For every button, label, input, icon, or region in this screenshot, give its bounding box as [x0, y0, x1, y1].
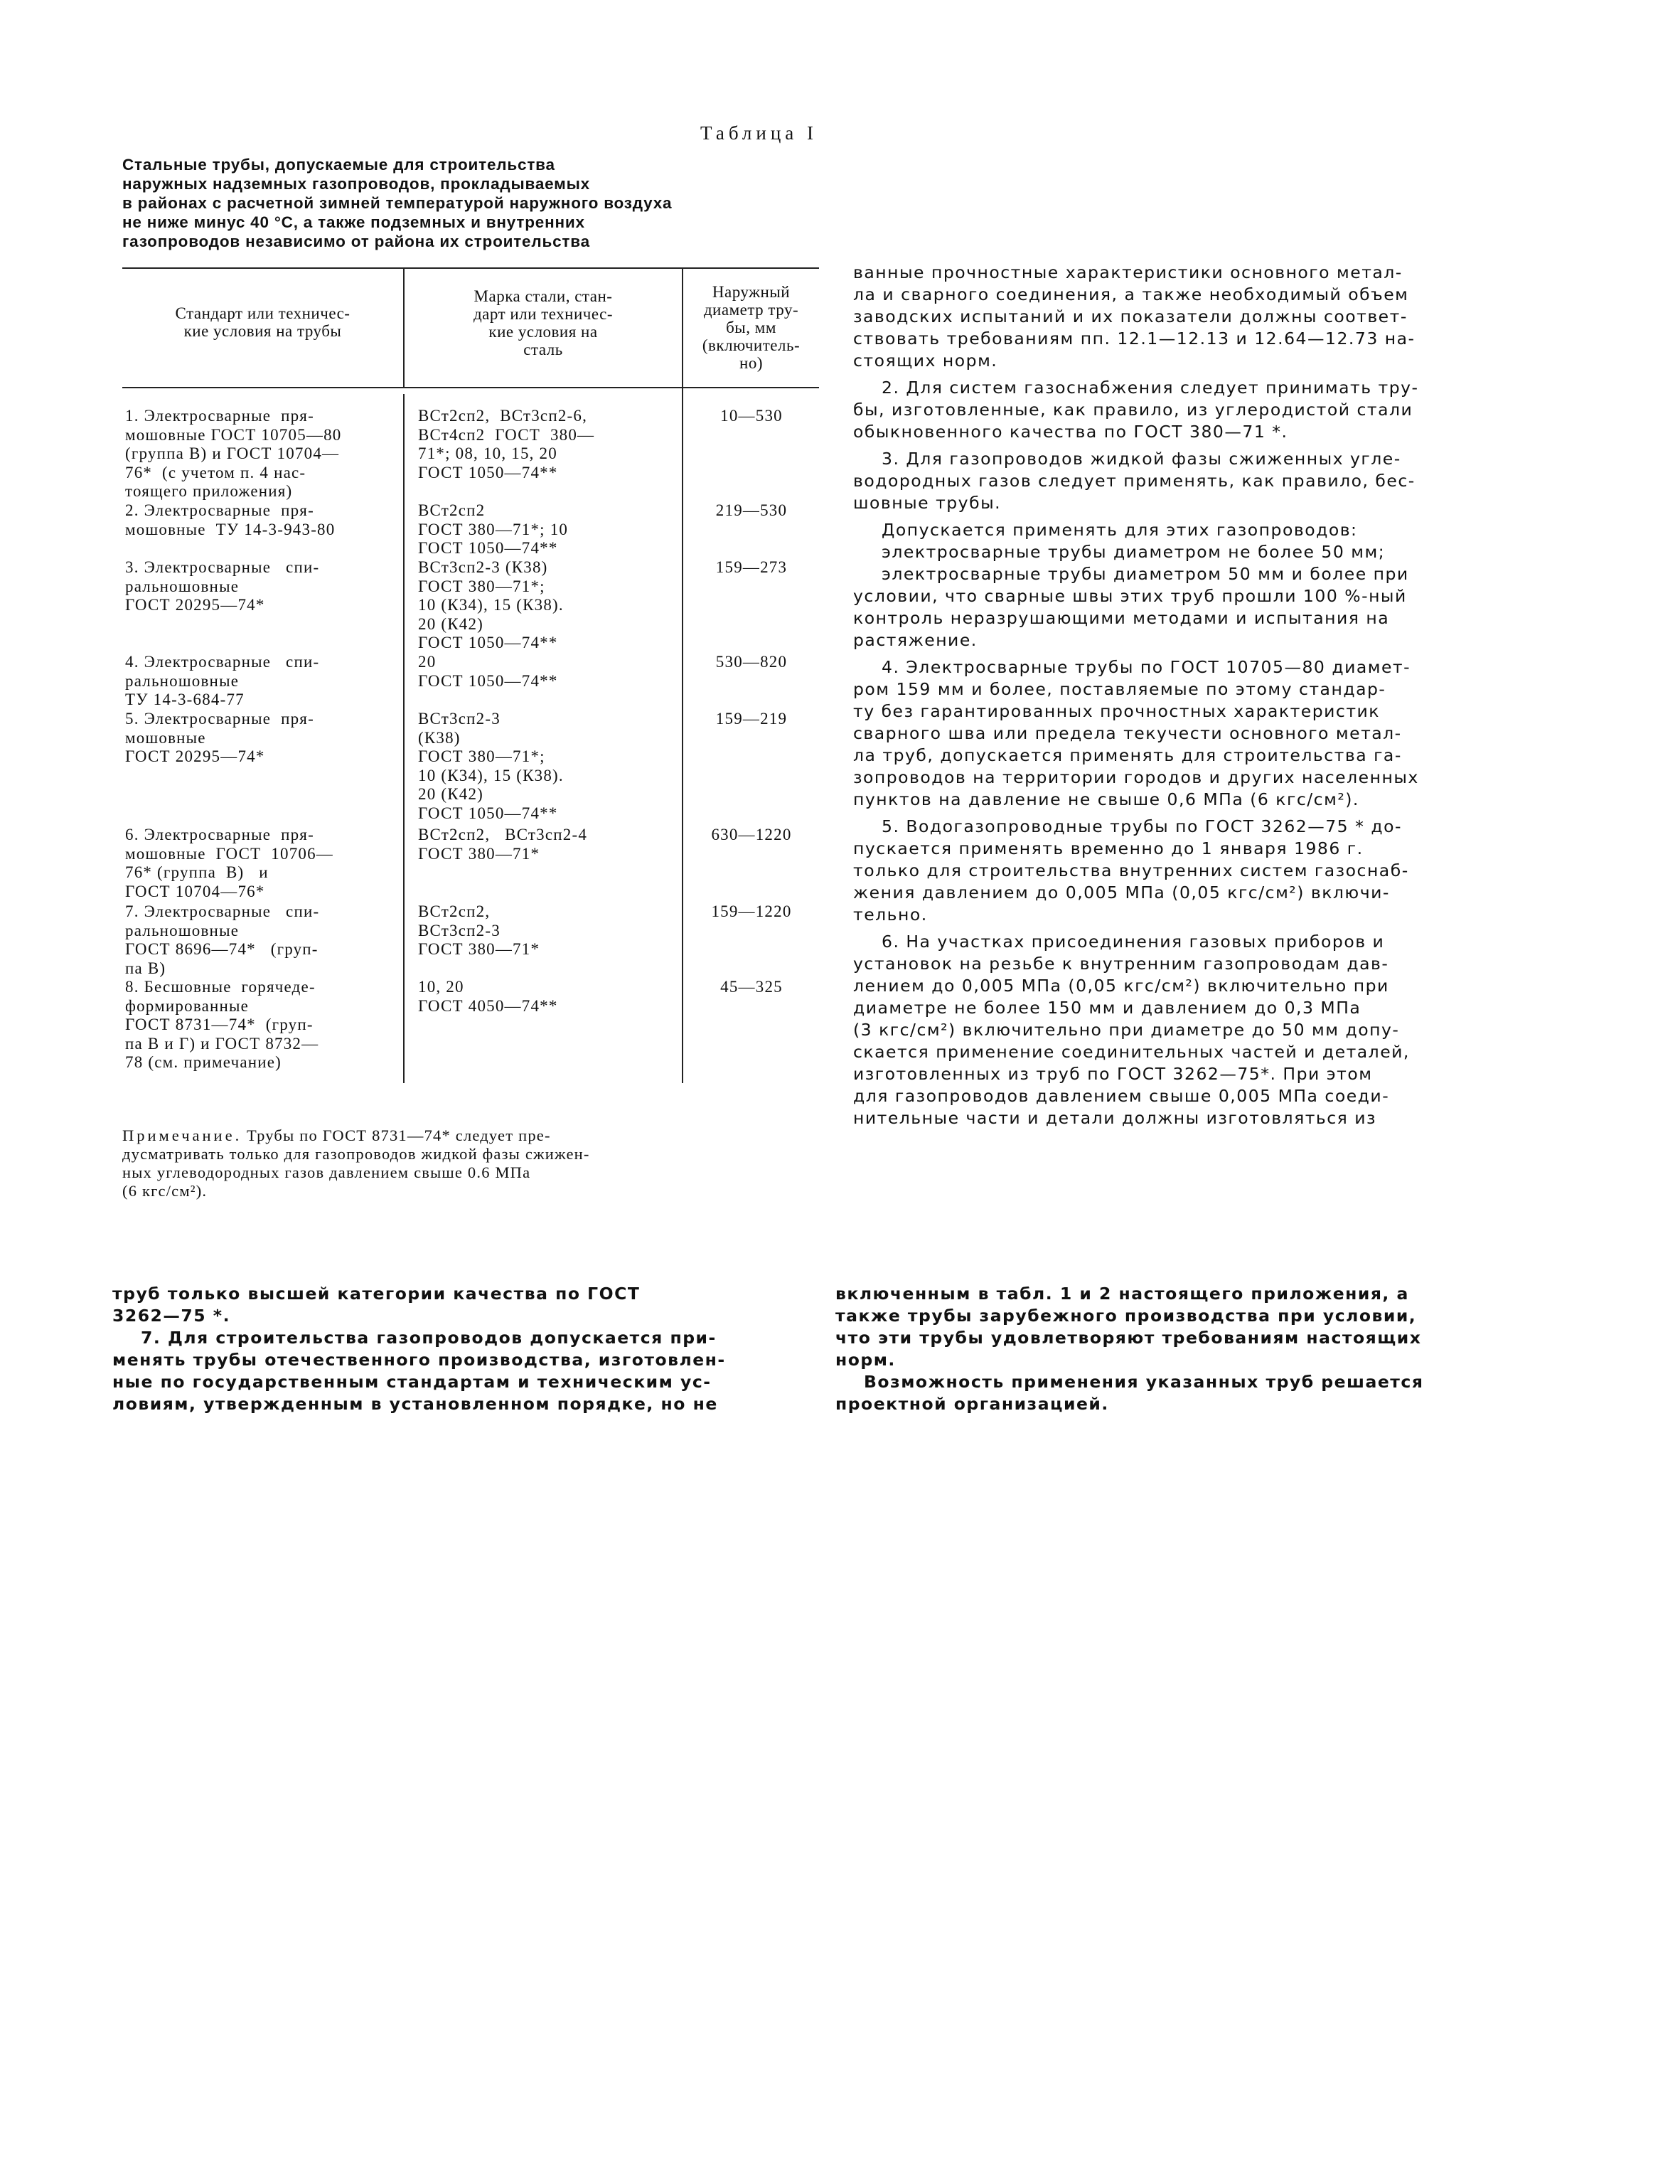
note-line: (6 кгс/см²).: [122, 1182, 208, 1200]
text-line: включенным в табл. 1 и 2 настоящего приложения, а: [835, 1284, 1409, 1304]
row-6-standard: 6. Электросварные пря- мошовные ГОСТ 10706— 76* (группа В) и ГОСТ 10704—76*: [125, 826, 334, 900]
row-1-steel: ВСт2сп2, ВСт3сп2-6, ВСт4сп2 ГОСТ 380— 71*; 08, 10, 15, 20 ГОСТ 1050—74**: [418, 407, 595, 481]
text-line: 6. На участках присоединения газовых приборов и: [882, 932, 1385, 952]
right-column-text: [853, 262, 1419, 1129]
row-8-standard: 8. Бесшовные горячеде- формированные ГОСТ 8731—74* (груп- па В и Г) и ГОСТ 8732— 78 (см. примечание): [125, 978, 319, 1071]
text-line: ла труб, допускается применять для строительства га-: [853, 745, 1402, 765]
row-5-standard: 5. Электросварные пря- мошовные ГОСТ 20295—74*: [125, 710, 314, 765]
row-8-diameter: 45—325: [720, 978, 783, 996]
row-8-steel: 10, 20 ГОСТ 4050—74**: [418, 978, 558, 1015]
row-1-diameter: 10—530: [720, 407, 783, 425]
text-line: 5. Водогазопроводные трубы по ГОСТ 3262—75 * до-: [882, 816, 1402, 836]
row-1-standard: 1. Электросварные пря- мошовные ГОСТ 10705—80 (группа В) и ГОСТ 10704— 76* (с учетом п. 4 нас- тоящего приложения): [125, 407, 342, 500]
row-4-diameter: 530—820: [715, 653, 788, 671]
row-2-diameter: 219—530: [715, 501, 788, 519]
text-line: ные по государственным стандартам и техническим ус-: [112, 1372, 712, 1392]
row-7-steel: ВСт2сп2, ВСт3сп2-3 ГОСТ 380—71*: [418, 902, 540, 958]
text-line: сварного шва или предела текучести основного метал-: [853, 723, 1402, 743]
caption-line: в районах с расчетной зимней температурой наружного воздуха: [122, 194, 673, 212]
text-line: проектной организацией.: [835, 1394, 1109, 1414]
text-line: обыкновенного качества по ГОСТ 380—71 *.: [853, 422, 1288, 442]
row-3-standard: 3. Электросварные спи- ральношовные ГОСТ 20295—74*: [125, 558, 320, 614]
note-text: Трубы по ГОСТ 8731—74* следует пре-: [247, 1126, 551, 1144]
table-header-rule: [122, 387, 819, 388]
text-line: 3262—75 *.: [112, 1306, 231, 1326]
text-line: для газопроводов давлением свыше 0,005 МПа соеди-: [853, 1086, 1390, 1106]
text-line: 2. Для систем газоснабжения следует принимать тру-: [882, 378, 1419, 398]
note-line: ных углеводородных газов давлением свыше 0.6 МПа: [122, 1163, 531, 1181]
row-3-diameter: 159—273: [715, 558, 788, 576]
bottom-right-text: [835, 1283, 1423, 1415]
text-line: установок на резьбе к внутренним газопроводам дав-: [853, 954, 1389, 974]
text-line: электросварные трубы диаметром 50 мм и более при: [882, 564, 1409, 584]
text-line: Допускается применять для этих газопроводов:: [882, 520, 1358, 540]
text-line: контроль неразрушающими методами и испытания на: [853, 608, 1390, 628]
row-3-steel: ВСт3сп2-3 (К38) ГОСТ 380—71*; 10 (К34), 15 (К38). 20 (К42) ГОСТ 1050—74**: [418, 558, 564, 651]
text-line: водородных газов следует применять, как правило, бес-: [853, 471, 1416, 491]
text-line: нительные части и детали должны изготовляться из: [853, 1108, 1377, 1128]
text-line: норм.: [835, 1350, 896, 1370]
row-2-steel: ВСт2сп2 ГОСТ 380—71*; 10 ГОСТ 1050—74**: [418, 501, 569, 557]
text-line: лением до 0,005 МПа (0,05 кгс/см²) включительно при: [853, 976, 1389, 996]
text-line: также трубы зарубежного производства при условии,: [835, 1306, 1417, 1326]
row-5-steel: ВСт3сп2-3 (К38) ГОСТ 380—71*; 10 (К34), 15 (К38). 20 (К42) ГОСТ 1050—74**: [418, 710, 564, 822]
text-line: электросварные трубы диаметром не более 50 мм;: [882, 542, 1386, 562]
text-line: пунктов на давление не свыше 0,6 МПа (6 кгс/см²).: [853, 789, 1359, 809]
text-line: 3. Для газопроводов жидкой фазы сжиженных угле-: [882, 449, 1401, 469]
table-top-rule: [122, 267, 819, 269]
text-line: менять трубы отечественного производства, изготовлен-: [112, 1350, 726, 1370]
text-line: (3 кгс/см²) включительно при диаметре до 50 мм допу-: [853, 1020, 1400, 1040]
text-line: диаметре не более 150 мм и давлением до 0,3 МПа: [853, 998, 1361, 1018]
text-line: пускается применять временно до 1 января 1986 г.: [853, 838, 1364, 858]
text-line: заводских испытаний и их показатели должны соответ-: [853, 307, 1408, 326]
text-line: бы, изготовленные, как правило, из углеродистой стали: [853, 400, 1413, 420]
caption-line: Стальные трубы, допускаемые для строительства: [122, 156, 555, 174]
text-line: шовные трубы.: [853, 493, 1002, 513]
text-line: ловиям, утвержденным в установленном порядке, но не: [112, 1394, 718, 1414]
text-line: жения давлением до 0,005 МПа (0,05 кгс/см²) включи-: [853, 883, 1390, 902]
note-label: Примечание.: [122, 1126, 242, 1144]
text-line: растяжение.: [853, 630, 978, 650]
text-line: труб только высшей категории качества по ГОСТ: [112, 1284, 641, 1304]
table-note: [122, 1126, 819, 1200]
table-label: Таблица I: [700, 122, 818, 144]
note-line: дусматривать только для газопроводов жидкой фазы сжижен-: [122, 1145, 590, 1163]
header-standard: Стандарт или техничес- кие условия на трубы: [175, 304, 351, 340]
text-line: Возможность применения указанных труб решается: [864, 1372, 1424, 1392]
steel-pipes-table: [122, 267, 819, 1083]
text-line: ствовать требованиям пп. 12.1—12.13 и 12.64—12.73 на-: [853, 329, 1416, 348]
text-line: ром 159 мм и более, поставляемые по этому стандар-: [853, 679, 1386, 699]
text-line: скается применение соединительных частей и деталей,: [853, 1042, 1410, 1062]
row-6-diameter: 630—1220: [711, 826, 792, 843]
text-line: изготовленных из труб по ГОСТ 3262—75*. При этом: [853, 1064, 1373, 1084]
text-line: ла и сварного соединения, а также необходимый объем: [853, 284, 1409, 304]
row-6-steel: ВСт2сп2, ВСт3сп2-4 ГОСТ 380—71*: [418, 826, 588, 863]
text-line: только для строительства внутренних систем газоснаб-: [853, 861, 1409, 880]
bottom-left-text: [112, 1283, 726, 1415]
text-line: 4. Электросварные трубы по ГОСТ 10705—80 диамет-: [882, 657, 1411, 677]
header-steel-grade: Марка стали, стан- дарт или техничес- кие условия на сталь: [473, 287, 614, 358]
header-diameter: Наружный диаметр тру- бы, мм (включитель- но): [702, 283, 801, 372]
row-2-standard: 2. Электросварные пря- мошовные ТУ 14-3-943-80: [125, 501, 336, 538]
text-line: зопроводов на территории городов и других населенных: [853, 767, 1419, 787]
caption-line: газопроводов независимо от района их строительства: [122, 233, 590, 250]
row-4-standard: 4. Электросварные спи- ральношовные ТУ 14-3-684-77: [125, 653, 320, 708]
column-divider: [682, 267, 683, 1083]
text-line: тельно.: [853, 905, 928, 925]
text-line: 7. Для строительства газопроводов допускается при-: [141, 1328, 717, 1348]
text-line: ванные прочностные характеристики основного метал-: [853, 262, 1403, 282]
row-7-standard: 7. Электросварные спи- ральношовные ГОСТ 8696—74* (груп- па В): [125, 902, 320, 977]
note-line-1: [122, 1126, 819, 1145]
row-5-diameter: 159—219: [715, 710, 788, 728]
column-divider: [403, 394, 405, 1083]
text-line: условии, что сварные швы этих труб прошли 100 %-ный: [853, 586, 1407, 606]
text-line: стоящих норм.: [853, 351, 998, 371]
table-caption: [122, 155, 819, 251]
text-line: что эти трубы удовлетворяют требованиям настоящих: [835, 1328, 1422, 1348]
caption-line: не ниже минус 40 °С, а также подземных и внутренних: [122, 213, 585, 231]
text-line: ту без гарантированных прочностных характеристик: [853, 701, 1381, 721]
row-7-diameter: 159—1220: [711, 902, 792, 920]
caption-line: наружных надземных газопроводов, прокладываемых: [122, 175, 590, 193]
row-4-steel: 20 ГОСТ 1050—74**: [418, 653, 558, 690]
